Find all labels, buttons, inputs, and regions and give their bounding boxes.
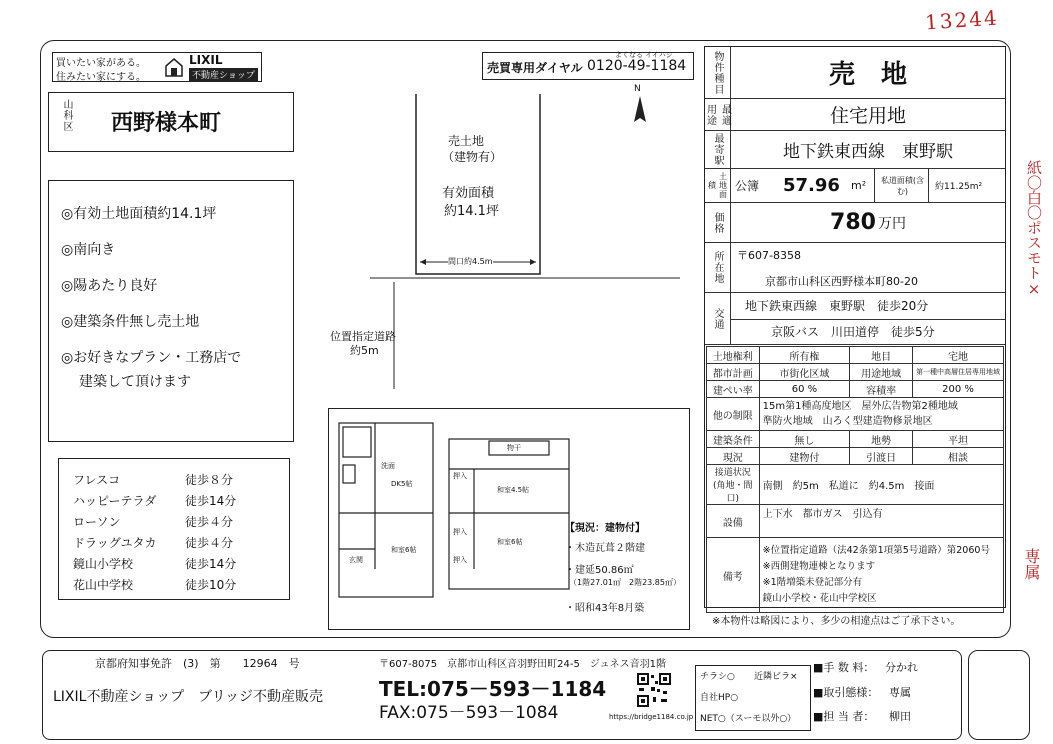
logo-box xyxy=(52,52,262,82)
zip-code: 〒607-8358 xyxy=(737,249,801,262)
price-label: 価格 xyxy=(705,203,731,242)
fee-label: ■手 数 料： xyxy=(813,661,875,674)
ad-check: 近隣ビラ× xyxy=(754,672,798,682)
spec-row xyxy=(707,381,1004,398)
private-road: 約11.25m² xyxy=(935,182,983,192)
nearby-name: 花山中学校 xyxy=(73,578,134,592)
fee-value: 分かれ xyxy=(885,661,918,674)
property-use: 住宅用地 xyxy=(829,105,906,127)
transport-label: 交通 xyxy=(705,293,731,344)
nearby-name: ローソン xyxy=(73,515,121,529)
price-number: 780 xyxy=(830,210,876,235)
property-station: 地下鉄東西線 東野駅 xyxy=(783,142,953,162)
hotline-number: 0120-49-1184 xyxy=(587,58,687,74)
fee-value: 専属 xyxy=(889,686,911,699)
spec-label: 備考 xyxy=(707,538,760,613)
spec-row xyxy=(707,505,1004,538)
qr-code-icon xyxy=(637,673,671,707)
logo-brand-sub: 不動産ショップ xyxy=(189,68,258,81)
company-fax: FAX:075－593－1084 xyxy=(379,703,559,723)
type-label: 物件種目 xyxy=(705,47,731,98)
house-logo-icon xyxy=(165,57,183,77)
hotline-reading: よくなる イイハシ xyxy=(615,51,673,59)
ad-check: NET○（スーモ以外○） xyxy=(700,714,797,724)
stamp-box xyxy=(968,650,1030,740)
room-label: 和室6帖 xyxy=(497,538,523,546)
features-box xyxy=(48,180,294,442)
access-value: 南側 約5m 私道に 約4.5m 接面 xyxy=(759,465,1003,505)
remarks xyxy=(759,538,1003,613)
spec-label: 現況 xyxy=(707,448,760,465)
floor-plan-box xyxy=(328,408,690,630)
feature-item: ◎有効土地面積約14.1坪 xyxy=(61,206,217,222)
address: 京都市山科区西野様本町80-20 xyxy=(765,275,918,288)
ad-check: 自社HP○ xyxy=(700,693,739,703)
ad-check: チラシ○ xyxy=(700,672,735,682)
company-name: LIXIL不動産ショップ ブリッジ不動産販売 xyxy=(53,689,324,705)
lot-area-value: 約14.1坪 xyxy=(444,204,499,219)
nearby-time: 徒歩14分 xyxy=(185,557,237,571)
room-label: 物干 xyxy=(507,444,521,452)
status-item: ・昭和43年8月築 xyxy=(565,603,645,614)
feature-item: ◎建築条件無し売土地 xyxy=(61,314,200,330)
facilities-value: 上下水 都市ガス 引込有 xyxy=(759,505,1003,538)
spec-label: 都市計画 xyxy=(707,364,760,381)
feature-item: 建築して頂けます xyxy=(79,374,191,390)
spec-label: 建ぺい率 xyxy=(707,381,760,398)
land-label: 土地面積 xyxy=(705,169,731,202)
spec-label: 地勢 xyxy=(850,431,913,448)
spec-label: 引渡日 xyxy=(850,448,913,465)
room-label: 和室6帖 xyxy=(391,546,417,554)
doc-number: 13244 xyxy=(924,5,1000,35)
spec-table xyxy=(706,346,1004,613)
north-label: N xyxy=(634,84,641,94)
handwritten-note: 専属 xyxy=(1022,548,1041,580)
area-town: 西野様本町 xyxy=(111,111,222,136)
footer-box xyxy=(42,650,962,740)
status-item: （1階27.01㎡ 2階23.85㎡） xyxy=(569,578,681,587)
nearby-name: フレスコ xyxy=(73,473,121,487)
feature-item: ◎陽あたり良好 xyxy=(61,278,158,294)
spec-value: 200 % xyxy=(913,381,1004,398)
restriction-line: 準防火地域 山ろく型建造物修景地区 xyxy=(762,416,933,427)
logo-brand: LIXIL xyxy=(189,53,223,67)
ad-checks-box xyxy=(695,665,811,731)
spec-label: 容積率 xyxy=(850,381,913,398)
nearby-name: ドラッグユタカ xyxy=(73,536,157,550)
nearby-time: 徒歩14分 xyxy=(185,494,237,508)
restriction-line: 15m第1種高度地区 屋外広告物第2種地域 xyxy=(762,401,958,412)
land-unit: m² xyxy=(851,169,875,202)
price-value xyxy=(731,203,1005,242)
room-label: 玄関 xyxy=(349,556,363,564)
nearby-time: 徒歩８分 xyxy=(185,473,234,487)
fee-value: 柳田 xyxy=(889,710,911,723)
spec-value: 建物付 xyxy=(759,448,850,465)
remark-line: ※西側建物連棟となります xyxy=(762,561,876,572)
spec-value: 相談 xyxy=(913,448,1004,465)
spec-label: 建築条件 xyxy=(707,431,760,448)
logo-tagline-1: 買いたい家がある。 xyxy=(56,58,146,69)
spec-label: 地目 xyxy=(850,347,913,364)
spec-label: 用途地域 xyxy=(850,364,913,381)
area-box xyxy=(48,92,294,152)
property-type: 売 地 xyxy=(828,60,907,90)
feature-item: ◎南向き xyxy=(61,242,116,258)
spec-value: 所有権 xyxy=(759,347,850,364)
use-label: 最適用途 xyxy=(705,99,731,130)
spec-label: 土地権利 xyxy=(707,347,760,364)
area-ward: 山科区 xyxy=(61,99,72,132)
nearby-time: 徒歩10分 xyxy=(185,578,237,592)
logo-tagline-2: 住みたい家にする。 xyxy=(56,72,146,83)
frontage-label: 間口約4.5m xyxy=(448,257,493,266)
company-license: 京都府知事免許 (3) 第 12964 号 xyxy=(95,657,300,670)
feature-item: ◎お好きなプラン・工務店で xyxy=(61,350,242,366)
spec-label: 設備 xyxy=(707,505,760,538)
status-title: 【現況：建物付】 xyxy=(565,523,645,534)
spec-value: 宅地 xyxy=(913,347,1004,364)
remark-line: ※1階増築未登記部分有 xyxy=(762,577,863,588)
nearby-time: 徒歩４分 xyxy=(185,536,234,550)
transport-1: 地下鉄東西線 東野駅 徒歩20分 xyxy=(745,299,929,313)
spec-row xyxy=(707,364,1004,381)
spec-row xyxy=(707,347,1004,364)
lot-label: 売土地 xyxy=(448,134,485,148)
room-label: 和室4.5帖 xyxy=(497,486,530,494)
spec-value: 平坦 xyxy=(913,431,1004,448)
company-address: 〒607-8075 京都市山科区音羽野田町24-5 ジュネス音羽1階 xyxy=(379,659,667,670)
status-item: ・建延50.86㎡ xyxy=(565,565,634,576)
fee-label: ■担 当 者： xyxy=(813,710,875,723)
road-label: 位置指定道路 xyxy=(330,330,396,343)
lot-area-label: 有効面積 xyxy=(442,186,495,201)
spec-value: 無し xyxy=(759,431,850,448)
nearby-box xyxy=(58,458,290,600)
lot-label-sub: （建物有） xyxy=(442,150,503,164)
nearby-name: 鏡山小学校 xyxy=(73,557,134,571)
spec-value: 第一種中高層住居専用地域 xyxy=(913,364,1004,381)
spec-label: 接道状況(角地・間口) xyxy=(707,465,760,505)
disclaimer: ※本物件は略図により、多少の相違点はご了承下さい。 xyxy=(712,616,961,627)
spec-row xyxy=(707,448,1004,465)
spec-row xyxy=(707,538,1004,613)
address-label: 所在地 xyxy=(705,243,731,292)
spec-row xyxy=(707,398,1004,431)
restrictions xyxy=(759,398,1003,431)
company-url: https://bridge1184.co.jp xyxy=(609,713,694,721)
handwritten-note: 紙〇白〇ポスモト× xyxy=(1025,160,1043,298)
price-unit: 万円 xyxy=(877,215,906,232)
hotline-label: 売買専用ダイヤル xyxy=(487,61,583,75)
remark-line: 鏡山小学校・花山中学校区 xyxy=(762,593,877,604)
spec-label: 他の制限 xyxy=(707,398,760,431)
road-width: 約5m xyxy=(350,344,379,357)
spec-value: 市街化区域 xyxy=(759,364,850,381)
hotline-box xyxy=(482,52,694,80)
nearby-name: ハッピーテラダ xyxy=(73,494,157,508)
land-prefix: 公簿 xyxy=(735,179,760,193)
fee-label: ■取引態様： xyxy=(813,686,879,699)
room-label: 押入 xyxy=(453,528,467,536)
status-item: ・木造瓦葺２階建 xyxy=(565,543,645,554)
remark-line: ※位置指定道路（法42条第1項第5号道路）第2060号 xyxy=(762,545,990,556)
spec-row xyxy=(707,431,1004,448)
nearby-time: 徒歩４分 xyxy=(185,515,234,529)
site-map xyxy=(320,84,690,404)
land-area: 57.96 xyxy=(783,175,840,196)
station-label: 最寄駅 xyxy=(705,131,731,168)
transport-2: 京阪バス 川田道停 徒歩5分 xyxy=(771,325,935,339)
company-tel: TEL:075－593－1184 xyxy=(379,677,607,701)
spec-value: 60 % xyxy=(759,381,850,398)
room-label: DK5帖 xyxy=(391,480,413,488)
room-label: 押入 xyxy=(453,556,467,564)
spec-row xyxy=(707,465,1004,505)
room-label: 洗面 xyxy=(381,462,395,470)
room-label: 押入 xyxy=(453,472,467,480)
private-road-label: 私道面積(含む) xyxy=(877,169,929,202)
